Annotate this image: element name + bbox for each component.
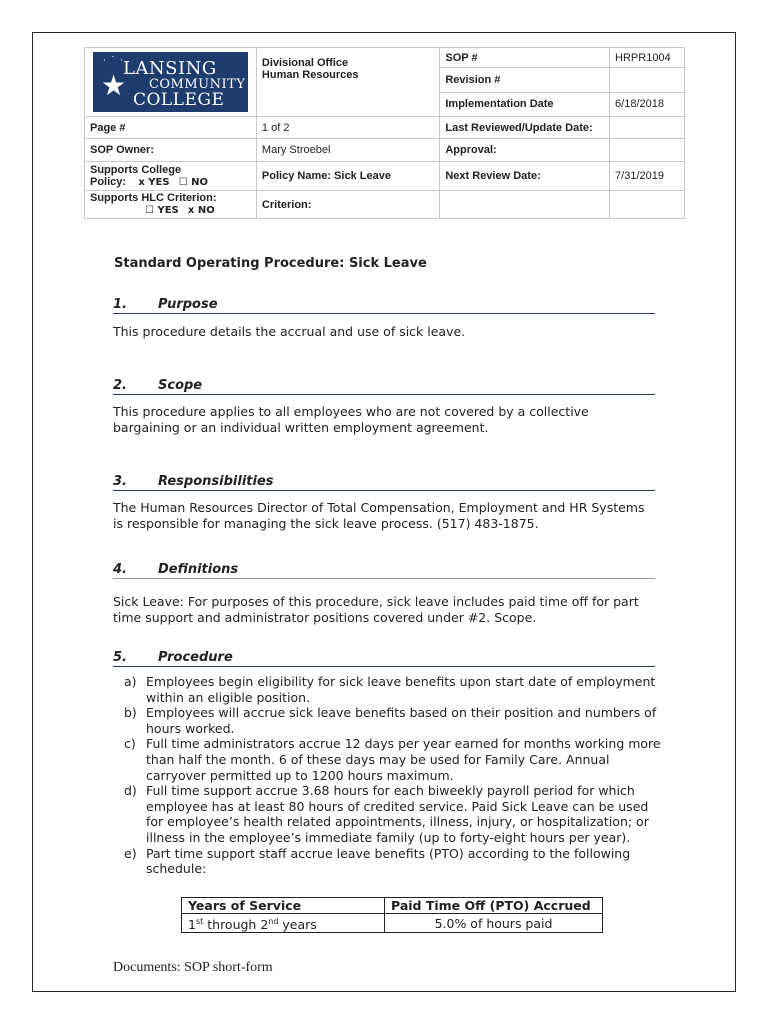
star-icon: ★ (100, 69, 127, 102)
sop-number-value: HRPR1004 (610, 48, 685, 68)
section-heading-procedure (113, 650, 655, 667)
criterion-blank-2 (610, 191, 685, 219)
table-row (182, 914, 603, 933)
section-number: 5. (113, 650, 127, 665)
policy-name-label: Policy Name: Sick Leave (256, 162, 439, 191)
criterion-blank (440, 191, 610, 219)
list-item (124, 705, 664, 736)
logo-cell (85, 48, 257, 117)
section-heading-purpose (113, 297, 655, 314)
criterion-label: Criterion: (256, 191, 439, 219)
implementation-date-value: 6/18/2018 (610, 92, 685, 116)
supports-policy-no-checkbox[interactable]: ☐ NO (178, 176, 209, 188)
supports-hlc-cell (85, 191, 257, 219)
list-item-label: b) (124, 705, 137, 721)
section-number: 2. (113, 378, 127, 393)
list-item (124, 783, 664, 845)
implementation-date-label: Implementation Date (440, 92, 610, 116)
table-header-row (182, 898, 603, 914)
section-title: Scope (158, 378, 203, 393)
list-item-text: Part time support staff accrue leave benefits (PTO) according to the following schedule: (146, 845, 631, 877)
supports-policy-label: Supports College (90, 163, 182, 176)
division-label: Divisional Office (261, 57, 349, 69)
years-of-service-cell (182, 914, 385, 933)
list-item (124, 736, 664, 783)
division-value: Human Resources (261, 69, 359, 81)
paragraph-line: time support and administrator positions covered under #2. Scope. (113, 610, 537, 625)
list-item (124, 674, 664, 705)
cell-text: years (278, 917, 317, 933)
section-body-scope (113, 404, 673, 436)
logo-text-line2: COMMUNITY (148, 77, 246, 92)
section-body-definitions (113, 594, 673, 626)
revision-label: Revision # (440, 68, 610, 92)
list-item-label: e) (124, 845, 137, 861)
section-title: Responsibilities (158, 474, 274, 489)
sop-header-table (84, 47, 685, 219)
logo-text-line3: COLLEGE (132, 90, 225, 110)
section-title: Definitions (158, 562, 239, 577)
pto-table (181, 897, 603, 933)
last-reviewed-label: Last Reviewed/Update Date: (440, 117, 610, 139)
section-heading-scope (113, 378, 655, 395)
procedure-list (124, 674, 664, 877)
approval-label: Approval: (440, 139, 610, 162)
page-number-label: Page # (85, 117, 257, 139)
supports-hlc-label: Supports HLC Criterion: (90, 192, 217, 204)
paragraph-line: Sick Leave: For purposes of this procedure, sick leave includes paid time off for part (113, 594, 639, 609)
section-title: Purpose (158, 297, 218, 312)
supports-hlc-no-checkbox[interactable]: x NO (187, 205, 215, 216)
logo-text-line1: LANSING (122, 58, 217, 79)
paragraph-line: The Human Resources Director of Total Compensation, Employment and HR Systems (113, 500, 645, 515)
college-logo (93, 52, 248, 112)
page-number-value: 1 of 2 (256, 117, 439, 139)
superscript: nd (268, 917, 279, 926)
paragraph-line: is responsible for managing the sick leave process. (517) 483-1875. (113, 516, 539, 531)
list-item-label: c) (124, 736, 136, 752)
list-item-text: Full time administrators accrue 12 days per year earned for months working more than half the month. 6 of these days may be used for Family Care. Annual carryover permitted up to 1200 hours maximum. (146, 736, 661, 783)
cell-text: through 2 (203, 917, 269, 933)
division-cell (256, 48, 439, 117)
supports-policy-label-line2: Policy: (90, 175, 127, 188)
list-item-text: Employees will accrue sick leave benefits based on their position and numbers of hours worked. (146, 705, 657, 736)
list-item-text: Full time support accrue 3.68 hours for each biweekly payroll period for which employee has at least 80 hours of credited service. Paid Sick Leave can be used for employee’s health related appointments, illness, injury, or hospitalization; or illness in the employee’s immediate family (up to forty-eight hours per year). (146, 783, 649, 845)
section-body-purpose (113, 324, 673, 340)
document-title: Standard Operating Procedure: Sick Leave (114, 256, 427, 271)
supports-hlc-yes-checkbox[interactable]: ☐ YES (145, 205, 179, 216)
list-item-label: a) (124, 674, 137, 689)
paragraph-line: This procedure details the accrual and use of sick leave. (113, 324, 466, 339)
sop-number-label: SOP # (440, 48, 610, 68)
section-heading-definitions (113, 562, 655, 579)
sop-owner-label: SOP Owner: (85, 139, 257, 162)
documents-footer: Documents: SOP short-form (113, 960, 273, 975)
pto-accrued-cell: 5.0% of hours paid (385, 914, 603, 933)
list-item-label: d) (124, 783, 137, 799)
next-review-value: 7/31/2019 (610, 162, 685, 191)
section-number: 1. (113, 297, 127, 312)
last-reviewed-value (610, 117, 685, 139)
section-heading-responsibilities (113, 474, 655, 491)
paragraph-line: This procedure applies to all employees who are not covered by a collective (113, 404, 589, 419)
paragraph-line: bargaining or an individual written employment agreement. (113, 420, 489, 435)
section-number: 4. (113, 562, 127, 577)
approval-value (610, 139, 685, 162)
revision-value (610, 68, 685, 92)
column-header: Paid Time Off (PTO) Accrued (385, 898, 603, 914)
list-item (124, 846, 664, 877)
supports-policy-yes-checkbox[interactable]: x YES (138, 176, 170, 188)
superscript: st (195, 917, 204, 926)
logo-stars-decoration: · ˙ · (102, 56, 124, 66)
column-header: Years of Service (182, 898, 385, 914)
sop-owner-value: Mary Stroebel (256, 139, 439, 162)
section-body-responsibilities (113, 500, 673, 532)
cell-text: 1 (188, 917, 196, 933)
supports-policy-cell (85, 162, 257, 191)
list-item-text: Employees begin eligibility for sick leave benefits upon start date of employment within an eligible position. (146, 674, 656, 705)
next-review-label: Next Review Date: (440, 162, 610, 191)
section-number: 3. (113, 474, 127, 489)
section-title: Procedure (158, 650, 233, 665)
